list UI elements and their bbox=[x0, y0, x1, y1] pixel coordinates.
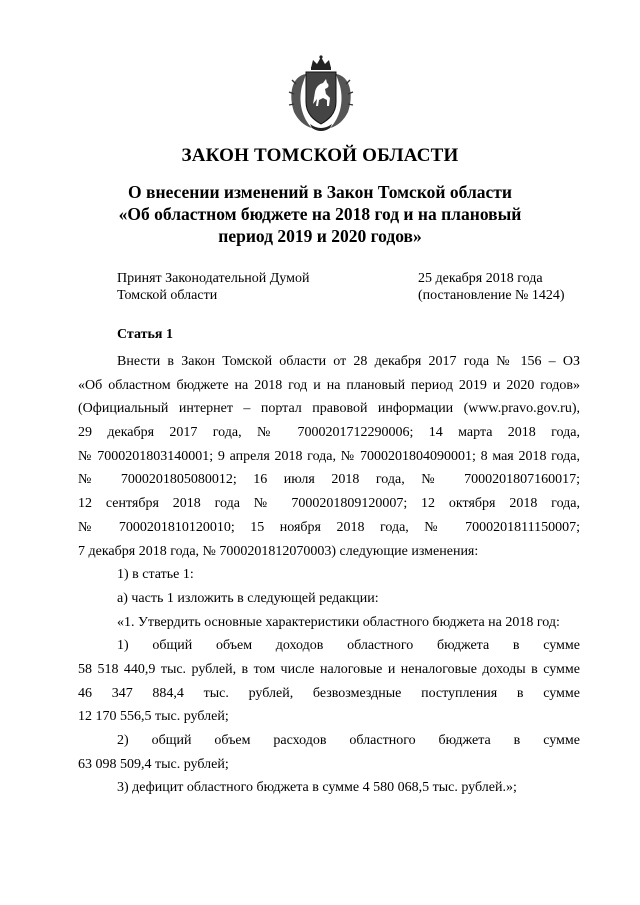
subtitle-line: О внесении изменений в Закон Томской области bbox=[128, 182, 512, 202]
body-line: 46 347 884,4 тыс. рублей, безвозмездные поступления в сумме bbox=[78, 685, 580, 701]
body-line: а) часть 1 изложить в следующей редакции: bbox=[117, 590, 379, 606]
body-line: 7 декабря 2018 года, № 7000201812070003) следующие изменения: bbox=[78, 543, 479, 559]
article-heading: Статья 1 bbox=[117, 327, 173, 342]
body-line: 29 декабря 2017 года, № 7000201712290006; 14 марта 2018 года, bbox=[78, 425, 580, 441]
adoption-date bbox=[418, 270, 565, 304]
body-line: Внести в Закон Томской области от 28 декабря 2017 года № 156 – ОЗ bbox=[117, 354, 580, 369]
adopted-by-line: Томской области bbox=[117, 288, 218, 303]
body-line: 1) в статье 1: bbox=[117, 567, 194, 583]
body-line: «1. Утвердить основные характеристики областного бюджета на 2018 год: bbox=[117, 614, 560, 630]
body-line: 1) общий объем доходов областного бюджета в сумме bbox=[117, 638, 580, 654]
body-line: 2) общий объем расходов областного бюджета в сумме bbox=[117, 733, 580, 748]
body-line: 12 сентября 2018 года № 7000201809120007; 12 октября 2018 года, bbox=[78, 496, 580, 512]
subtitle-line: «Об областном бюджете на 2018 год и на плановый bbox=[118, 204, 522, 224]
law-title: ЗАКОН ТОМСКОЙ ОБЛАСТИ bbox=[181, 145, 459, 166]
adopted-by bbox=[117, 270, 309, 304]
body-line: 58 518 440,9 тыс. рублей, в том числе налоговые и неналоговые доходы в сумме bbox=[78, 661, 580, 677]
subtitle-line: период 2019 и 2020 годов» bbox=[218, 226, 422, 246]
body-line: № 7000201805080012; 16 июля 2018 года, № 7000201807160017; bbox=[78, 472, 580, 488]
body-line: № 7000201810120010; 15 ноября 2018 года, № 7000201811150007; bbox=[78, 519, 580, 535]
adopted-by-line: Принят Законодательной Думой bbox=[117, 271, 310, 286]
body-line: (Официальный интернет – портал правовой информации (www.pravo.gov.ru), bbox=[78, 401, 580, 417]
article-body bbox=[78, 350, 580, 800]
coat-of-arms-icon bbox=[286, 54, 356, 132]
body-line: «Об областном бюджете на 2018 год и на плановый период 2019 и 2020 годов» bbox=[78, 377, 580, 393]
body-line: 63 098 509,4 тыс. рублей; bbox=[78, 756, 229, 772]
body-line: 12 170 556,5 тыс. рублей; bbox=[78, 709, 229, 725]
adoption-date-line: 25 декабря 2018 года bbox=[418, 271, 543, 286]
resolution-number: (постановление № 1424) bbox=[418, 288, 565, 303]
body-line: 3) дефицит областного бюджета в сумме 4 580 068,5 тыс. рублей.»; bbox=[117, 780, 517, 796]
body-line: № 7000201803140001; 9 апреля 2018 года, № 7000201804090001; 8 мая 2018 года, bbox=[78, 448, 580, 464]
law-subtitle bbox=[60, 181, 580, 247]
